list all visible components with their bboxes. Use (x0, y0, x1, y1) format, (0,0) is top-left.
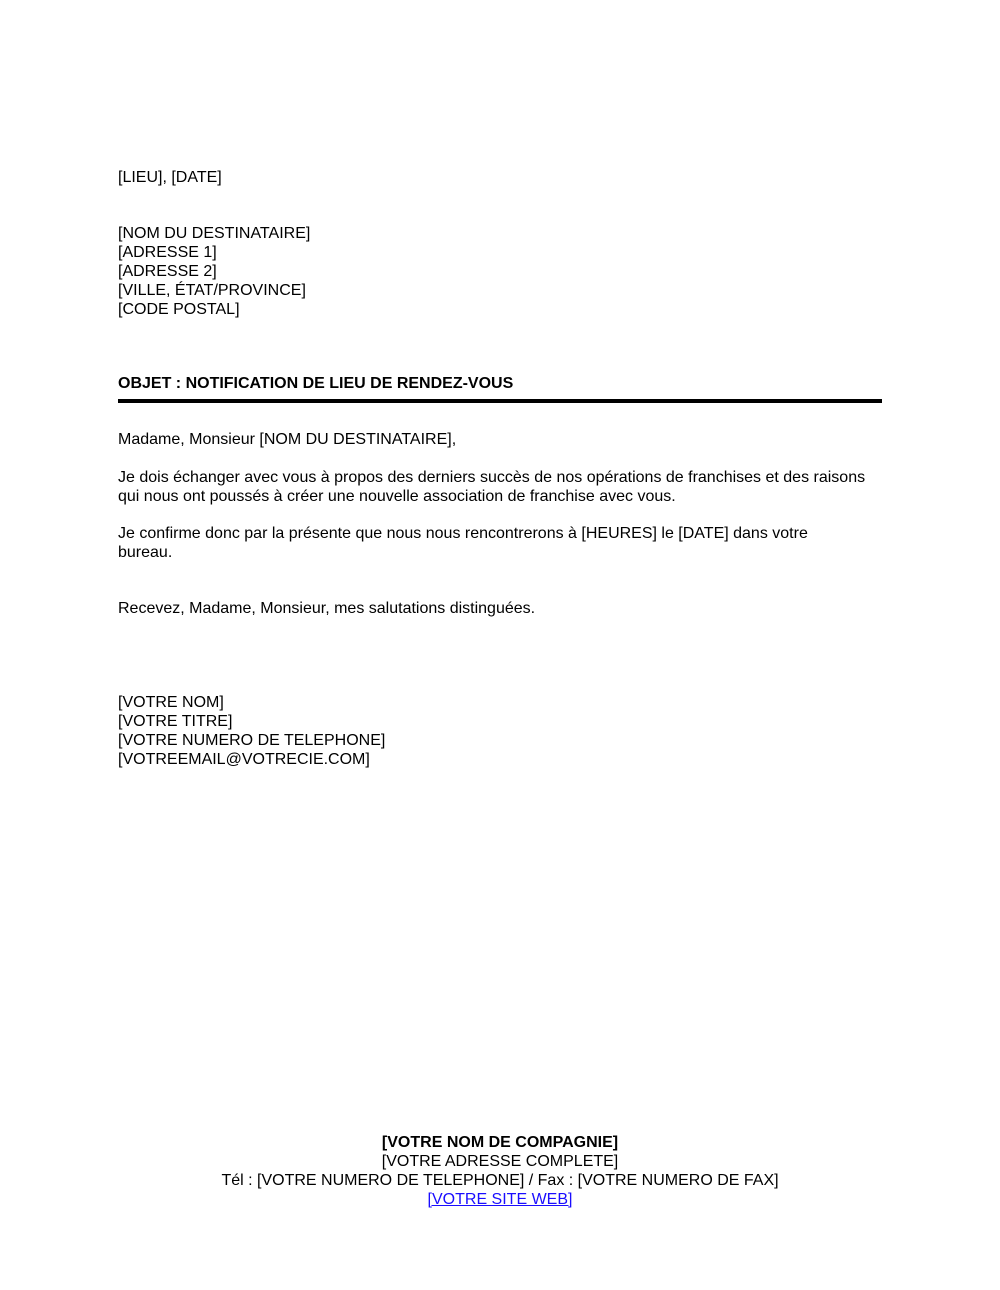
place-date (118, 168, 222, 187)
sender-title: [VOTRE TITRE] (118, 713, 233, 730)
sender-phone: [VOTRE NUMERO DE TELEPHONE] (118, 732, 386, 749)
subject-line (118, 374, 513, 393)
company-name: [VOTRE NOM DE COMPAGNIE] (381, 1134, 619, 1151)
letterhead-footer (0, 1133, 1000, 1209)
sender-email: [VOTREEMAIL@VOTRECIE.COM] (118, 751, 370, 768)
closing (118, 599, 535, 618)
paragraph-line: bureau. (118, 544, 173, 561)
company-contact: Tél : [VOTRE NUMERO DE TELEPHONE] / Fax : [VOTRE NUMERO DE FAX] (221, 1172, 779, 1189)
closing-text: Recevez, Madame, Monsieur, mes salutations distinguées. (118, 600, 536, 617)
body-paragraph-2 (118, 524, 808, 562)
sender-name: [VOTRE NOM] (118, 694, 224, 711)
recipient-address-1: [ADRESSE 1] (118, 244, 217, 261)
subject-divider (118, 399, 882, 403)
recipient-address (118, 224, 310, 319)
company-address: [VOTRE ADRESSE COMPLETE] (381, 1153, 619, 1170)
paragraph-line: Je dois échanger avec vous à propos des derniers succès de nos opérations de franchises et des raisons (118, 469, 866, 486)
signature-block (118, 693, 385, 769)
recipient-address-2: [ADRESSE 2] (118, 263, 217, 280)
subject-text: OBJET : NOTIFICATION DE LIEU DE RENDEZ-VOUS (118, 375, 514, 392)
company-website-link[interactable]: [VOTRE SITE WEB] (427, 1191, 573, 1208)
body-paragraph-1 (118, 468, 865, 506)
recipient-postal-code: [CODE POSTAL] (118, 301, 240, 318)
recipient-city-state: [VILLE, ÉTAT/PROVINCE] (118, 282, 306, 299)
salutation-text: Madame, Monsieur [NOM DU DESTINATAIRE], (118, 431, 457, 448)
salutation (118, 430, 456, 449)
paragraph-line: qui nous ont poussés à créer une nouvelle association de franchise avec vous. (118, 488, 676, 505)
place-date-text: [LIEU], [DATE] (118, 169, 222, 186)
recipient-name: [NOM DU DESTINATAIRE] (118, 225, 311, 242)
paragraph-line: Je confirme donc par la présente que nous nous rencontrerons à [HEURES] le [DATE] dans votre (118, 525, 808, 542)
